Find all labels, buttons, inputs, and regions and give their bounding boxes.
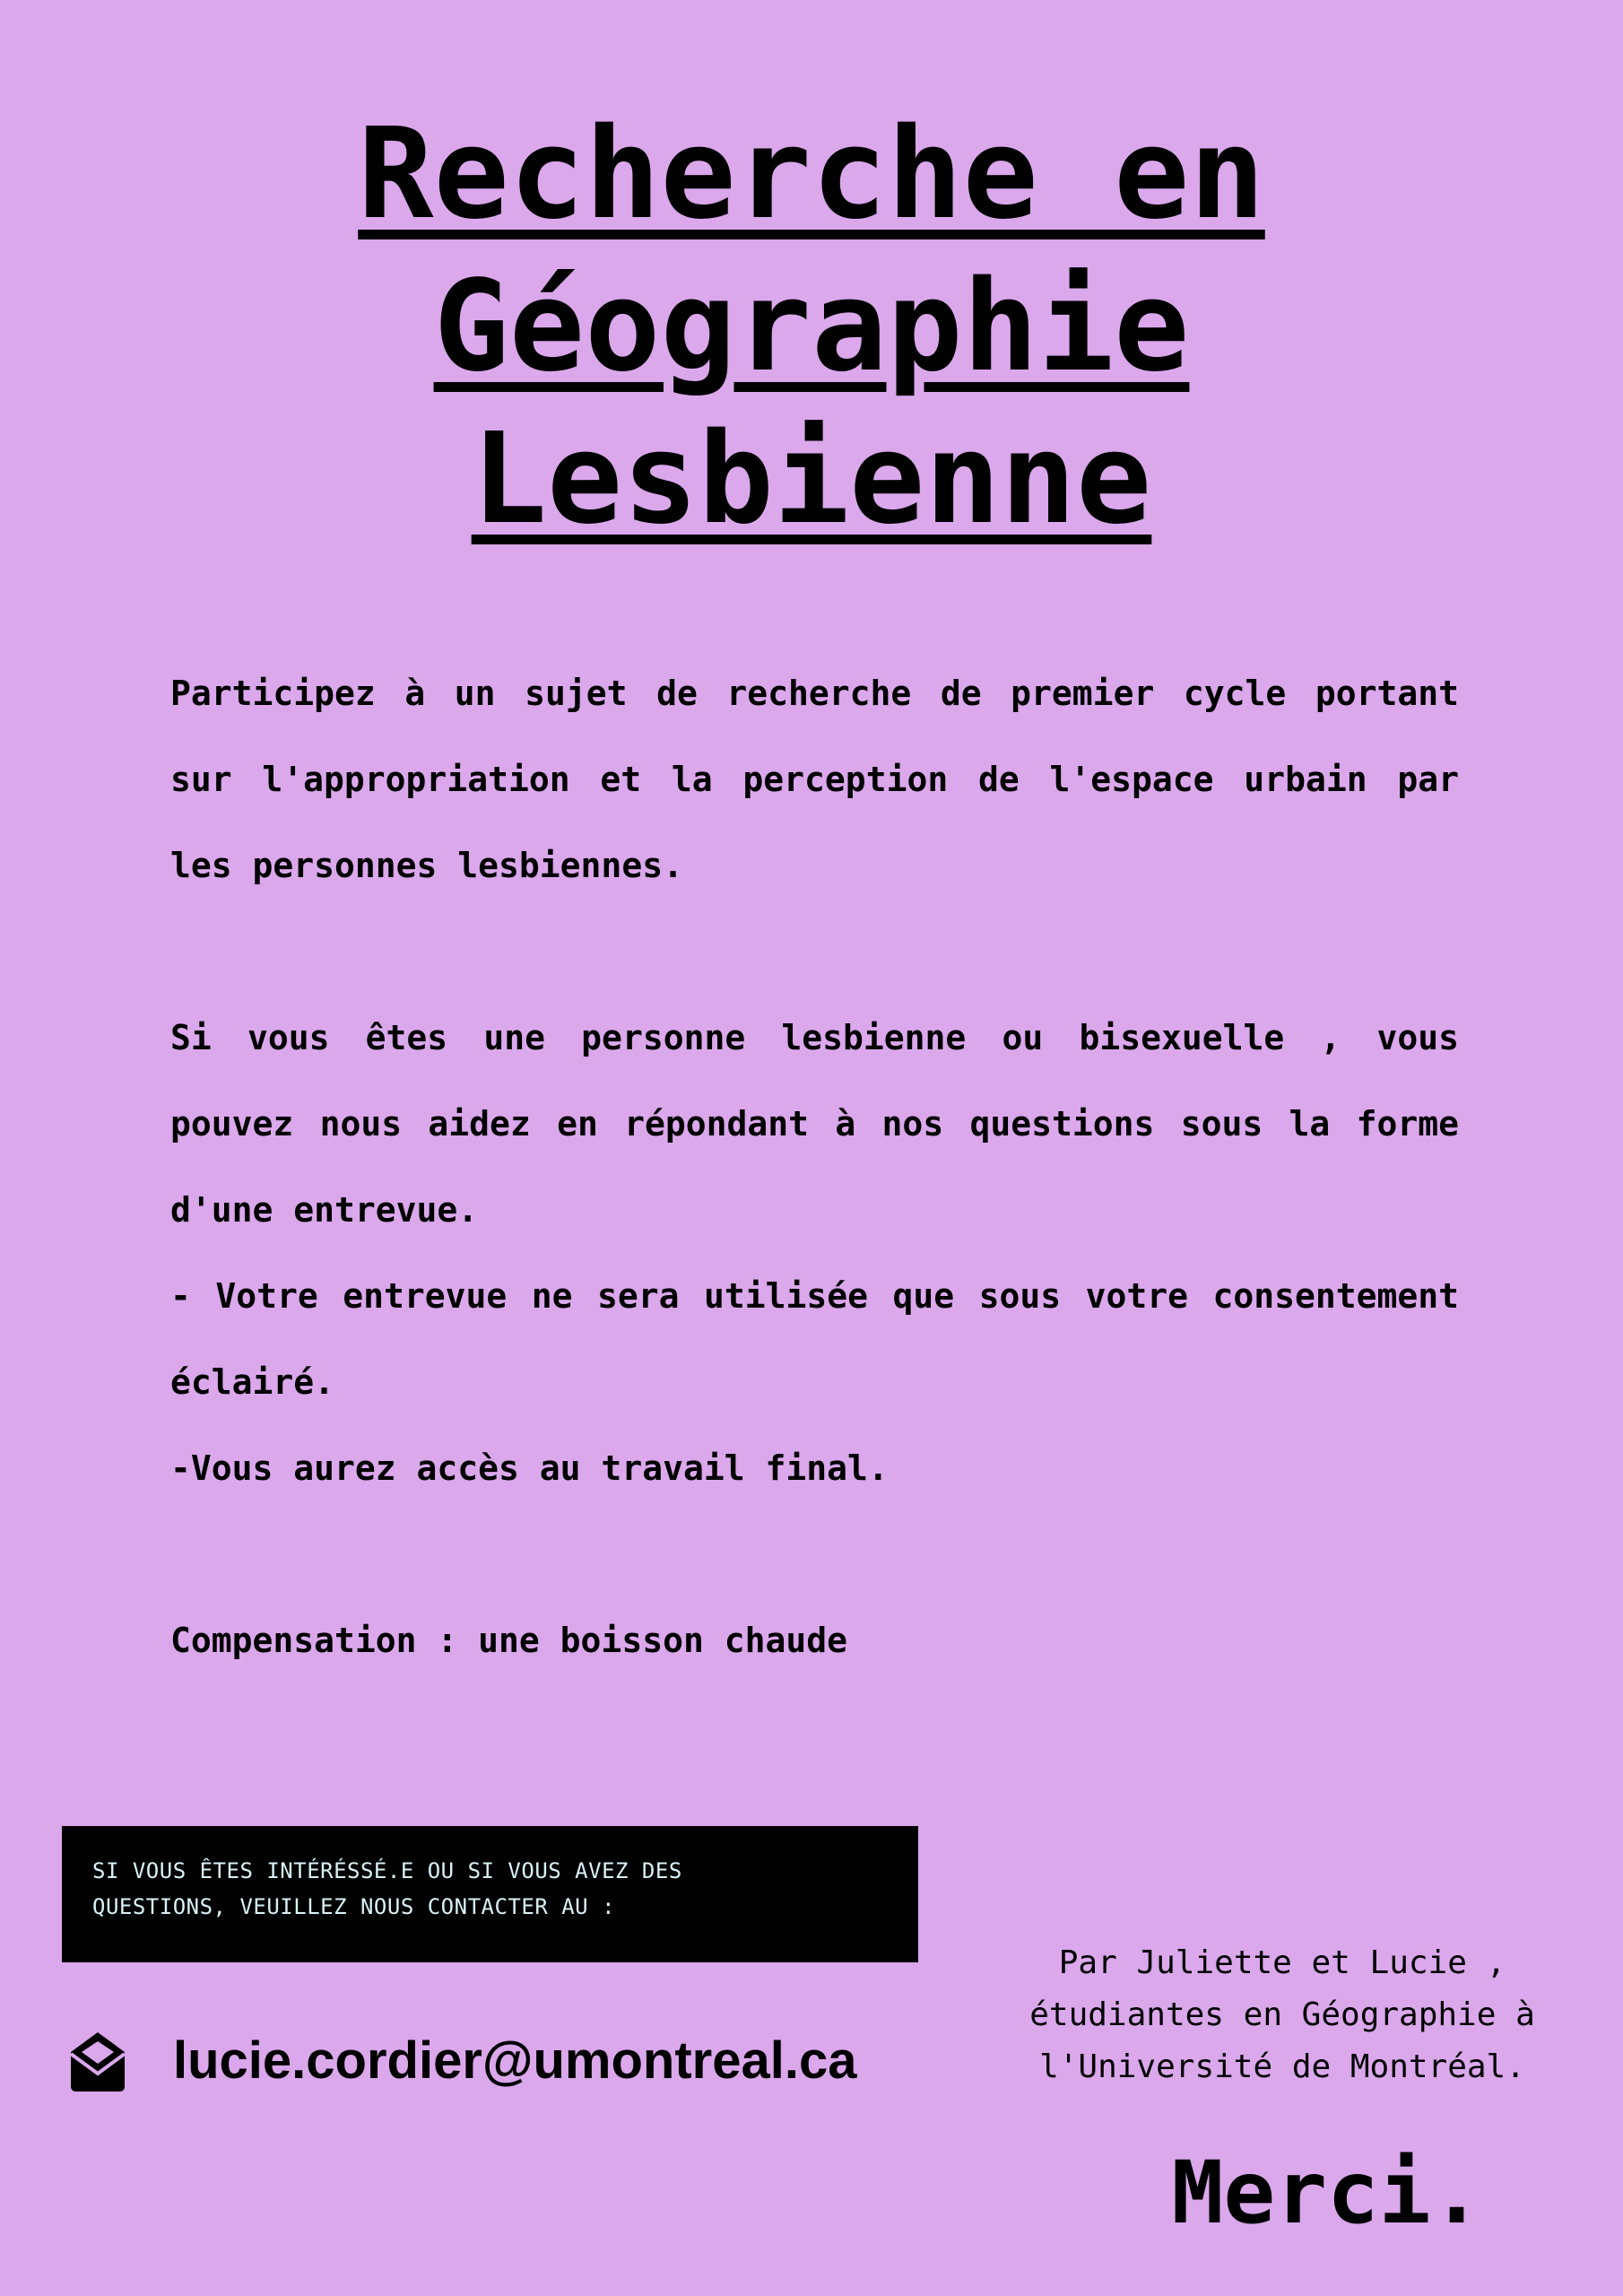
spacer <box>170 1511 1459 1597</box>
credits-line-1: Par Juliette et Lucie , <box>1058 1944 1506 1981</box>
bullet-consent: - Votre entrevue ne sera utilisée que sous votre consentement éclairé. <box>170 1276 1459 1402</box>
intro-paragraph: Participez à un sujet de recherche de premier cycle portant sur l'appropriation et la perception de l'espace urbain par les personnes lesbiennes. <box>170 674 1459 885</box>
title-line-3: Lesbienne <box>471 406 1152 552</box>
contact-banner-line-2: QUESTIONS, VEUILLEZ NOUS CONTACTER AU : <box>92 1894 616 1919</box>
spacer <box>170 909 1459 995</box>
closing-text: Merci. <box>1171 2143 1483 2243</box>
contact-banner-line-1: SI VOUS ÊTES INTÉRÉSSÉ.E OU SI VOUS AVEZ DES <box>92 1858 682 1883</box>
envelope-open-icon <box>62 2025 134 2097</box>
email-link[interactable]: lucie.cordier@umontreal.ca <box>173 2031 857 2090</box>
credits <box>968 1937 1596 2093</box>
contact-banner <box>62 1826 918 1962</box>
compensation-text: Compensation : une boisson chaude <box>170 1621 847 1660</box>
bullet-access: -Vous aurez accès au travail final. <box>170 1448 889 1488</box>
body-text <box>170 650 1459 1683</box>
title-line-1: Recherche en <box>358 101 1265 248</box>
credits-line-2: étudiantes en Géographie à <box>1029 1996 1535 2033</box>
title-line-2: Géographie <box>433 254 1190 400</box>
email-row <box>62 2025 856 2097</box>
credits-line-3: l'Université de Montréal. <box>1039 2048 1525 2085</box>
eligibility-paragraph: Si vous êtes une personne lesbienne ou bisexuelle , vous pouvez nous aidez en répondant à nos questions sous la forme d'une entrevue. <box>170 1018 1459 1230</box>
page-title <box>0 99 1623 556</box>
